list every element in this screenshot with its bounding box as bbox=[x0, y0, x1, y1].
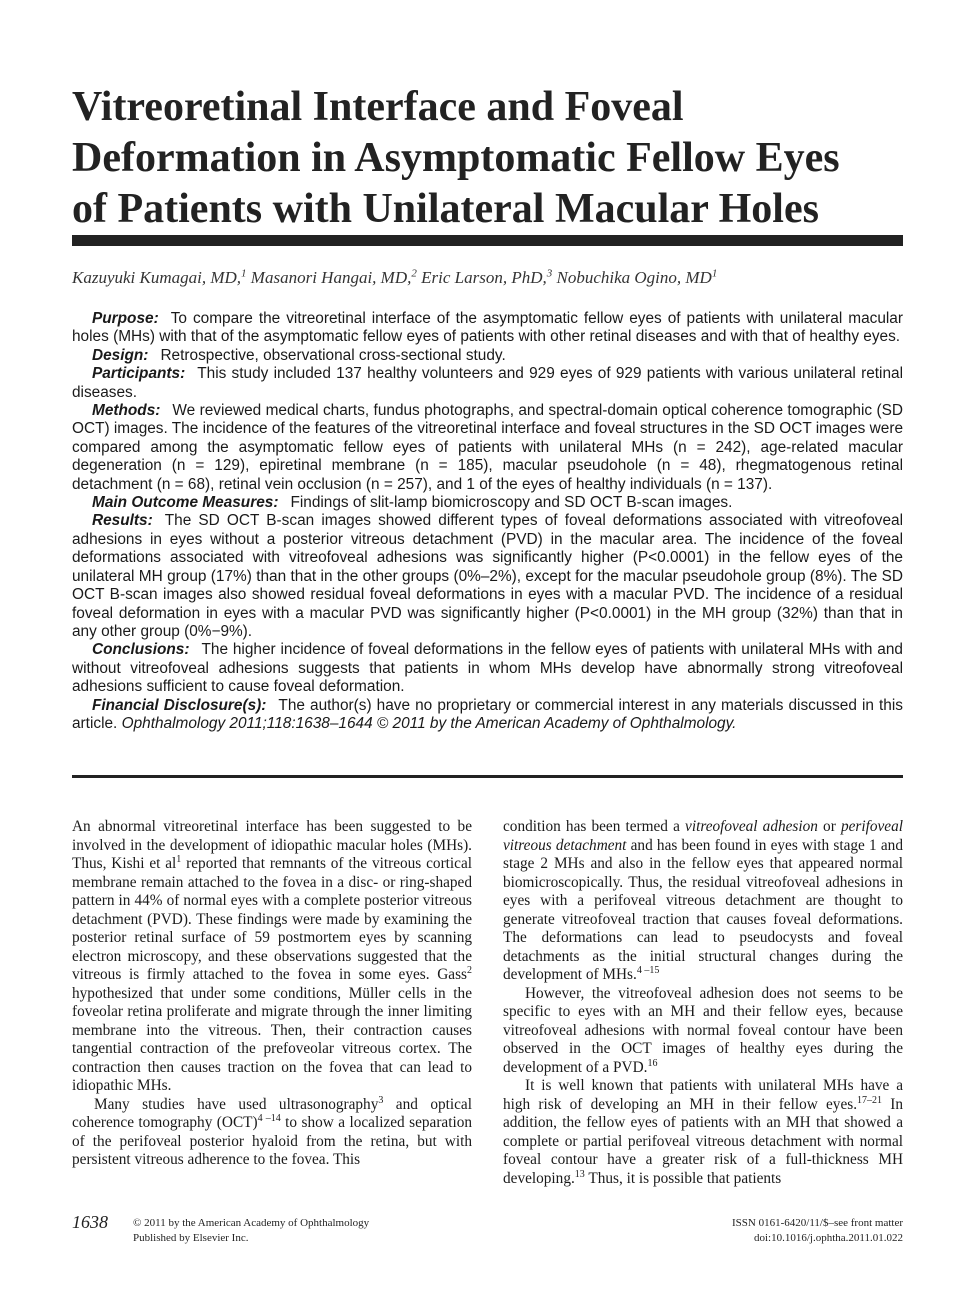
abstract-results bbox=[72, 512, 903, 641]
reference-link[interactable]: 16 bbox=[647, 1057, 658, 1069]
body-text: hypothesized that under some conditions, Müller cells in the foveolar retina proliferate and migrate through the inner limiting membrane into the vitreous. Then, their contraction causes tangential contraction of the prefoveolar vitreous cortex. The contraction then causes traction on the fovea that can lead to idiopathic MHs. bbox=[72, 984, 472, 1094]
reference-link[interactable]: 17–21 bbox=[857, 1094, 883, 1106]
abstract-methods bbox=[72, 402, 903, 494]
reference-link[interactable]: 13 bbox=[574, 1168, 585, 1180]
page-number: 1638 bbox=[72, 1212, 108, 1232]
journal-citation: Ophthalmology 2011;118:1638–1644 © 2011 by the American Academy of Ophthalmology. bbox=[121, 714, 737, 732]
section-label: Purpose: bbox=[92, 310, 159, 327]
title-line: Deformation in Asymptomatic Fellow Eyes bbox=[72, 135, 840, 181]
body-paragraph bbox=[72, 1096, 472, 1170]
author-name: Masanori Hangai, MD, bbox=[250, 268, 412, 287]
footer-copyright-block bbox=[133, 1216, 369, 1246]
section-label: Design: bbox=[92, 346, 149, 364]
title-line: Vitreoretinal Interface and Foveal bbox=[72, 84, 684, 130]
copyright-line: © 2011 by the American Academy of Ophthalmology bbox=[133, 1217, 370, 1229]
body-text: or bbox=[817, 818, 841, 835]
section-text: This study included 137 healthy volunteers and 929 eyes of 929 patients with various unilateral retinal diseases. bbox=[72, 365, 903, 401]
author-name: Kazuyuki Kumagai, MD, bbox=[72, 268, 242, 287]
body-column-right bbox=[503, 818, 903, 1188]
term-italic: vitreofoveal adhesion bbox=[685, 818, 818, 835]
reference-link[interactable]: 4 –14 bbox=[257, 1112, 281, 1124]
doi-link[interactable]: doi:10.1016/j.ophtha.2011.01.022 bbox=[753, 1232, 903, 1244]
author-list bbox=[72, 266, 903, 290]
body-text: condition has been termed a bbox=[503, 818, 686, 835]
section-text: To compare the vitreoretinal interface of the asymptomatic fellow eyes of patients with unilateral macular holes (MHs) with that of the asymptomatic fellow eyes of patients with other retinal diseases and with that of healthy eyes. bbox=[72, 310, 903, 346]
section-text: Findings of slit-lamp biomicroscopy and SD OCT B-scan images. bbox=[290, 494, 733, 512]
section-text: Retrospective, observational cross-sectional study. bbox=[160, 346, 506, 364]
abstract-design bbox=[72, 347, 903, 365]
abstract-participants bbox=[72, 365, 903, 402]
title-line: of Patients with Unilateral Macular Holes bbox=[72, 186, 819, 232]
reference-link[interactable]: 3 bbox=[378, 1094, 384, 1106]
body-text: reported that remnants of the vitreous cortical membrane remain attached to the fovea in a disc- or ring-shaped pattern in 44% of normal eyes with a complete posterior vitreous detachment (PVD). These findings were made by examining the posterior retinal surface of 59 postmortem eyes by scanning electron microscopy, and these observations suggested that the vitreous is firmly attached to the fovea in some eyes. Gass bbox=[72, 855, 472, 983]
section-label: Participants: bbox=[92, 365, 186, 383]
section-text: The author(s) have no proprietary or commercial interest in any materials discussed in this article. bbox=[72, 696, 903, 732]
abstract-purpose bbox=[72, 310, 903, 347]
section-label: Results: bbox=[92, 512, 153, 530]
body-paragraph bbox=[72, 818, 472, 1096]
body-text: It is well known that patients with unilateral MHs have a high risk of developing an MH in their fellow eyes. bbox=[503, 1077, 903, 1113]
footer-identifiers bbox=[732, 1216, 903, 1246]
section-label: Methods: bbox=[92, 402, 161, 420]
section-label: Conclusions: bbox=[92, 641, 190, 659]
section-text: The higher incidence of foveal deformations in the fellow eyes of patients with unilateral MHs with and without vitreofoveal adhesions suggests that patients in whom MHs develop have abnormally strong vitreofoveal adhesions sufficient to cause foveal deformation. bbox=[72, 641, 903, 696]
reference-link[interactable]: 4 –15 bbox=[636, 964, 660, 976]
body-text: to show a localized separation of the perifoveal posterior hyaloid from the retina, but with persistent vitreous adherence to the fovea. This bbox=[72, 1114, 473, 1168]
body-paragraph bbox=[503, 818, 903, 985]
author-affiliation: 1 bbox=[241, 267, 247, 280]
body-text: An abnormal vitreoretinal interface has been suggested to be involved in the development of idiopathic macular holes (MHs). Thus, Kishi et al bbox=[72, 818, 472, 872]
article-title bbox=[72, 82, 912, 235]
body-text: Thus, it is possible that patients bbox=[584, 1169, 782, 1187]
body-paragraph bbox=[503, 1077, 903, 1188]
body-text: Many studies have used ultrasonography bbox=[94, 1095, 379, 1113]
author-name: Nobuchika Ogino, MD bbox=[556, 268, 712, 287]
abstract-disclosure bbox=[72, 697, 903, 734]
publisher-line: Published by Elsevier Inc. bbox=[133, 1232, 249, 1244]
abstract-divider bbox=[72, 775, 903, 778]
reference-link[interactable]: 1 bbox=[176, 853, 182, 865]
section-label: Financial Disclosure(s): bbox=[92, 696, 267, 714]
body-text: and optical coherence tomography (OCT) bbox=[72, 1095, 472, 1131]
body-column-left bbox=[72, 818, 472, 1170]
author-name: Eric Larson, PhD, bbox=[421, 268, 547, 287]
reference-link[interactable]: 2 bbox=[467, 964, 472, 976]
body-text: and has been found in eyes with stage 1 and stage 2 MHs and also in the fellow eyes that appeared normal biomicroscopically. Thus, the residual vitreofoveal adhesions in eyes with a perifoveal vitreous detachment are thought to generate vitreofoveal traction that causes foveal deformations. The deformations can lead to pseudocysts and foveal detachments as the initial structural changes during the development of MHs. bbox=[503, 836, 903, 983]
abstract-outcome-measures bbox=[72, 494, 903, 512]
section-text: We reviewed medical charts, fundus photographs, and spectral-domain optical coherence tomographic (SD OCT) images. The incidence of the features of the vitreoretinal interface and foveal structures in the SD OCT images were compared among the asymptomatic fellow eyes of patients with unilateral MHs (n = 242), age-related macular degeneration (n = 129), epiretinal membrane (n = 185), macular pseudohole (n = 48), rhegmatogenous retinal detachment (n = 68), retinal vein occlusion (n = 257), and 1 of the eyes of healthy individuals (n = 137). bbox=[72, 402, 903, 493]
author-affiliation: 1 bbox=[711, 267, 718, 280]
section-label: Main Outcome Measures: bbox=[92, 494, 279, 512]
issn-line: ISSN 0161-6420/11/$–see front matter bbox=[732, 1217, 903, 1229]
body-text: However, the vitreofoveal adhesion does not seems to be specific to eyes with an MH and their fellow eyes, because vitreofoveal adhesions with normal foveal contour have been observed in the OCT images of healthy eyes during the development of a PVD. bbox=[503, 984, 903, 1076]
title-divider bbox=[72, 235, 903, 246]
author-affiliation: 2 bbox=[411, 267, 417, 280]
abstract-conclusions bbox=[72, 641, 903, 696]
body-text: In addition, the fellow eyes of patients with an MH that showed a complete or partial perifoveal vitreous detachment with normal foveal contour have a greater risk of a full-thickness MH developing. bbox=[503, 1095, 903, 1187]
section-text: The SD OCT B-scan images showed different types of foveal deformations associated with vitreofoveal adhesions in eyes without a posterior vitreous detachment (PVD) in the macular area. The incidence of the foveal deformations associated with vitreofoveal adhesions was significantly higher (P<0.0001) in the fellow eyes of the unilateral MH group (17%) than that in the other groups (0%–2%), except for the macular pseudohole group (8%). The SD OCT B-scan images also showed residual foveal deformations in eyes with a macular PVD. The incidence of a residual foveal deformation in eyes with a macular PVD was significantly higher (P<0.0001) in the MH group (32%) than that in any other group (0%−9%). bbox=[72, 512, 903, 640]
body-paragraph bbox=[503, 985, 903, 1078]
author-affiliation: 3 bbox=[546, 267, 553, 280]
abstract bbox=[72, 310, 903, 733]
term-italic: perifoveal vitreous detachment bbox=[503, 818, 903, 854]
